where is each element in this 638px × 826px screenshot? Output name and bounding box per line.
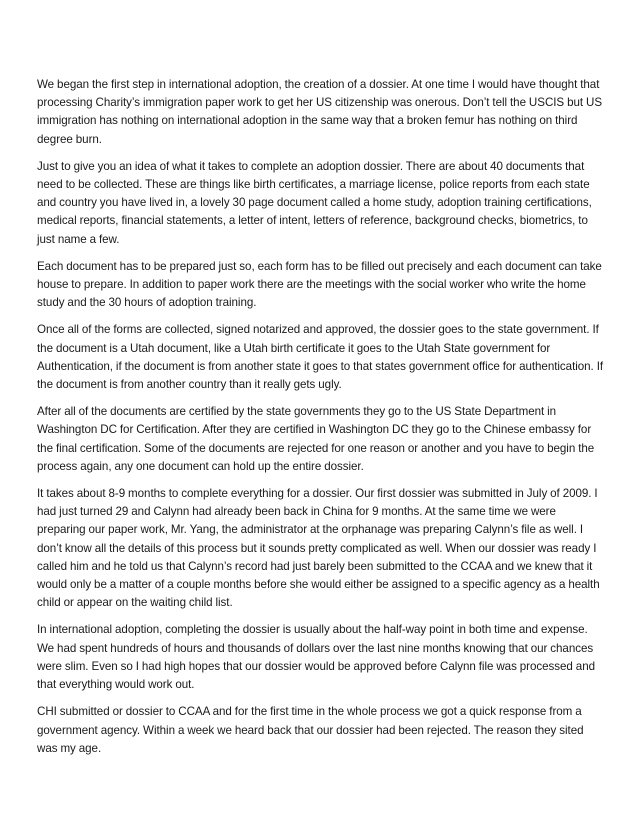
paragraph-3: Each document has to be prepared just so, each form has to be filled out precisely and each document can take house to prepare. In addition to paper work there are the meetings with the social worker who write the home study and the 30 hours of adoption training.: [37, 259, 602, 310]
paragraph-2: Just to give you an idea of what it takes to complete an adoption dossier. There are about 40 documents that need to be collected. These are things like birth certificates, a marriage license, police reports from each state and country you have lived in, a lovely 30 page document called a home study, adoption training certifications, medical reports, financial statements, a letter of intent, letters of reference, background checks, biometrics, to just name a few.: [37, 159, 592, 246]
paragraph-7: In international adoption, completing the dossier is usually about the half-way point in both time and expense. We had spent hundreds of hours and thousands of dollars over the last nine months knowing that our chances were slim. Even so I had high hopes that our dossier would be approved before Calynn file was processed and that everything would work out.: [37, 623, 595, 692]
paragraph-1: We began the first step in international adoption, the creation of a dossier. At one time I would have thought that processing Charity’s immigration paper work to get her US citizenship was onerous. Don’t tell the USCIS but US immigration has nothing on international adoption in the same way that a broken femur has nothing on third degree burn.: [37, 78, 603, 146]
paragraph-4: Once all of the forms are collected, signed notarized and approved, the dossier goes to the state government. If the document is a Utah document, like a Utah birth certificate it goes to the Utah State government for Authentication, if the document is from another state it goes to that states government office for authentication. If the document is from another country than it really gets ugly.: [37, 323, 604, 392]
paragraph-8: CHI submitted or dossier to CCAA and for the first time in the whole process we got a quick response from a government agency. Within a week we heard back that our dossier had been rejected. The reason they sited was my age.: [37, 705, 584, 755]
paragraph-6: It takes about 8-9 months to complete everything for a dossier. Our first dossier was submitted in July of 2009. I had just turned 29 and Calynn had already been back in China for 9 months. At the same time we were preparing our paper work, Mr. Yang, the administrator at the orphanage was preparing Calynn’s file as well. I don’t know all the details of this process but it sounds pretty complicated as well. When our dossier was ready I called him and he told us that Calynn’s record had just barely been submitted to the CCAA and we knew that it would only be a matter of a couple months before she would either be assigned to a specific agency as a health child or appear on the waiting child list.: [37, 487, 600, 610]
paragraph-5: After all of the documents are certified by the state governments they go to the US State Department in Washington DC for Certification. After they are certified in Washington DC they go to the Chinese embassy for the final certification. Some of the documents are rejected for one reason or another and you have to begin the process again, any one document can hold up the entire dossier.: [37, 405, 595, 473]
